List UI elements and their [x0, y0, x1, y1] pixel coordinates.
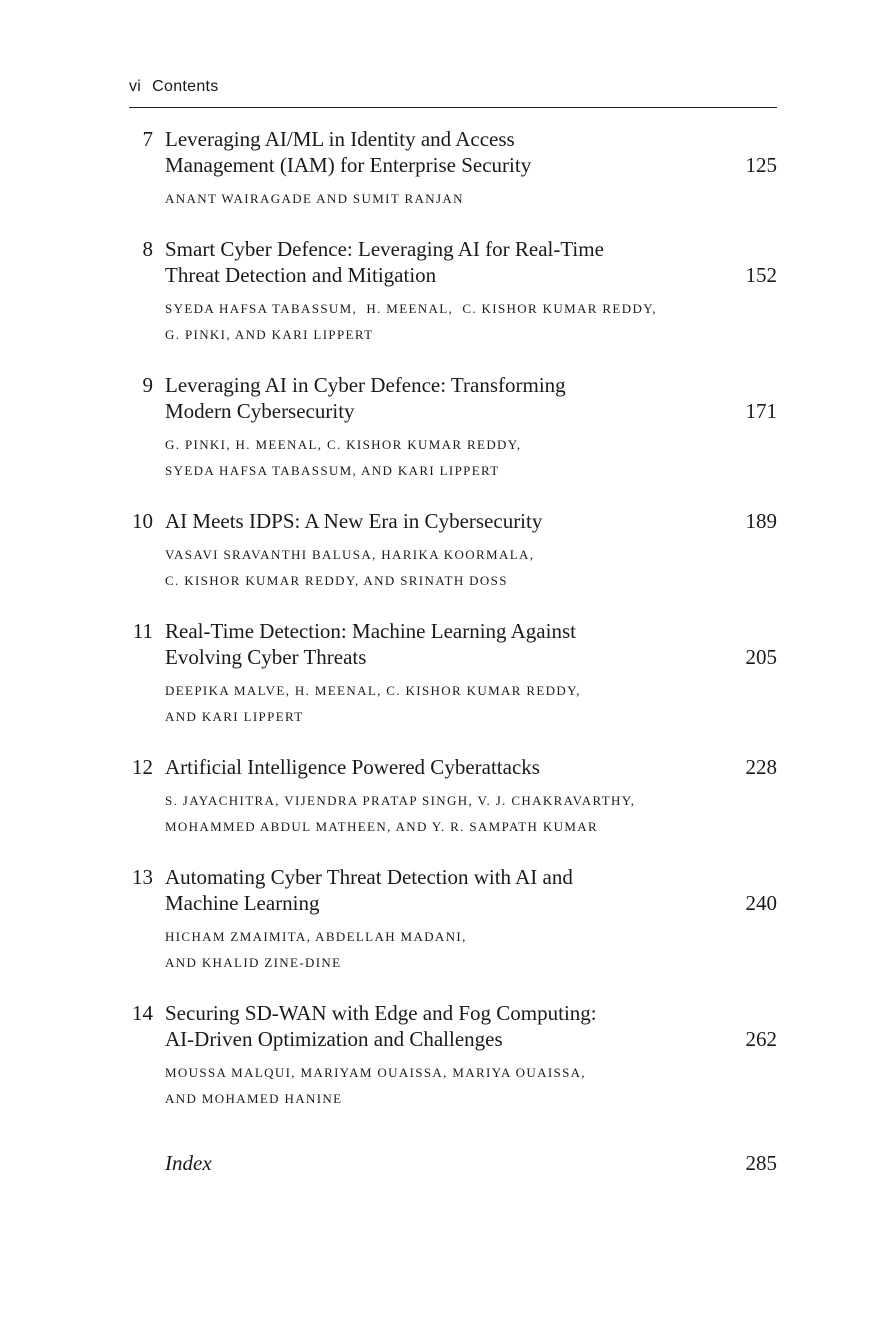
chapter-page: 228 — [745, 755, 777, 779]
toc-entry-7[interactable] — [125, 126, 777, 212]
author-line: AND KARI LIPPERT — [165, 709, 304, 724]
chapter-title-line: Real-Time Detection: Machine Learning Against — [165, 619, 576, 643]
index-label: Index — [165, 1151, 212, 1175]
running-head — [129, 78, 777, 96]
author-line: SYEDA HAFSA TABASSUM, H. MEENAL, C. KISHOR KUMAR REDDY, — [165, 301, 657, 316]
index-page: 285 — [745, 1151, 777, 1175]
toc-entry-14[interactable] — [125, 1000, 777, 1112]
chapter-authors — [165, 432, 777, 484]
author-line: MOHAMMED ABDUL MATHEEN, AND Y. R. SAMPATH KUMAR — [165, 819, 599, 834]
toc-entry-index[interactable] — [125, 1150, 777, 1176]
author-line: DEEPIKA MALVE, H. MEENAL, C. KISHOR KUMAR REDDY, — [165, 683, 581, 698]
chapter-page: 125 — [745, 153, 777, 177]
chapter-title-line: Automating Cyber Threat Detection with AI and — [165, 865, 573, 889]
chapter-page: 262 — [745, 1027, 777, 1051]
chapter-page: 240 — [745, 891, 777, 915]
chapter-authors — [165, 1060, 777, 1112]
toc-entry-13[interactable] — [125, 864, 777, 976]
running-head-title: Contents — [152, 78, 219, 95]
chapter-title-line: Leveraging AI/ML in Identity and Access — [165, 127, 515, 151]
toc-entry-10[interactable] — [125, 508, 777, 594]
chapter-page: 205 — [745, 645, 777, 669]
author-line: G. PINKI, AND KARI LIPPERT — [165, 327, 374, 342]
author-line: SYEDA HAFSA TABASSUM, AND KARI LIPPERT — [165, 463, 500, 478]
author-line: ANANT WAIRAGADE AND SUMIT RANJAN — [165, 191, 464, 206]
chapter-title-line: Threat Detection and Mitigation — [165, 263, 437, 287]
chapter-title-line: Evolving Cyber Threats — [165, 645, 367, 669]
header-rule — [129, 107, 777, 108]
toc-entry-11[interactable] — [125, 618, 777, 730]
chapter-page: 171 — [745, 399, 777, 423]
chapter-title-line: Leveraging AI in Cyber Defence: Transforming — [165, 373, 566, 397]
chapter-title-line: Machine Learning — [165, 891, 320, 915]
chapter-number: 10 — [132, 509, 153, 533]
author-line: HICHAM ZMAIMITA, ABDELLAH MADANI, — [165, 929, 467, 944]
chapter-authors — [165, 678, 777, 730]
author-line: G. PINKI, H. MEENAL, C. KISHOR KUMAR REDDY, — [165, 437, 522, 452]
author-line: MOUSSA MALQUI, MARIYAM OUAISSA, MARIYA OUAISSA, — [165, 1065, 587, 1080]
author-line: C. KISHOR KUMAR REDDY, AND SRINATH DOSS — [165, 573, 508, 588]
chapter-number: 9 — [142, 373, 153, 397]
chapter-title-line: AI-Driven Optimization and Challenges — [165, 1027, 503, 1051]
toc-entry-12[interactable] — [125, 754, 777, 840]
chapter-authors — [165, 186, 777, 212]
chapter-page: 189 — [745, 509, 777, 533]
chapter-title-line: AI Meets IDPS: A New Era in Cybersecurity — [165, 509, 543, 533]
toc-entry-9[interactable] — [125, 372, 777, 484]
chapter-title-line: Securing SD-WAN with Edge and Fog Computing: — [165, 1001, 597, 1025]
author-line: AND KHALID ZINE-DINE — [165, 955, 342, 970]
chapter-number: 14 — [132, 1001, 153, 1025]
chapter-authors — [165, 788, 777, 840]
chapter-number: 11 — [132, 619, 153, 643]
chapter-page: 152 — [745, 263, 777, 287]
chapter-number: 7 — [142, 127, 153, 151]
chapter-number: 12 — [132, 755, 153, 779]
author-line: S. JAYACHITRA, VIJENDRA PRATAP SINGH, V. J. CHAKRAVARTHY, — [165, 793, 636, 808]
chapter-title-line: Artificial Intelligence Powered Cyberattacks — [165, 755, 540, 779]
chapter-title-line: Modern Cybersecurity — [165, 399, 355, 423]
author-line: AND MOHAMED HANINE — [165, 1091, 343, 1106]
chapter-number: 8 — [142, 237, 153, 261]
page-folio: vi — [129, 78, 142, 95]
chapter-authors — [165, 296, 777, 348]
chapter-authors — [165, 542, 777, 594]
chapter-number: 13 — [132, 865, 153, 889]
chapter-title-line: Management (IAM) for Enterprise Security — [165, 153, 532, 177]
chapter-title-line: Smart Cyber Defence: Leveraging AI for Real-Time — [165, 237, 604, 261]
chapter-authors — [165, 924, 777, 976]
toc-entry-8[interactable] — [125, 236, 777, 348]
author-line: VASAVI SRAVANTHI BALUSA, HARIKA KOORMALA, — [165, 547, 535, 562]
